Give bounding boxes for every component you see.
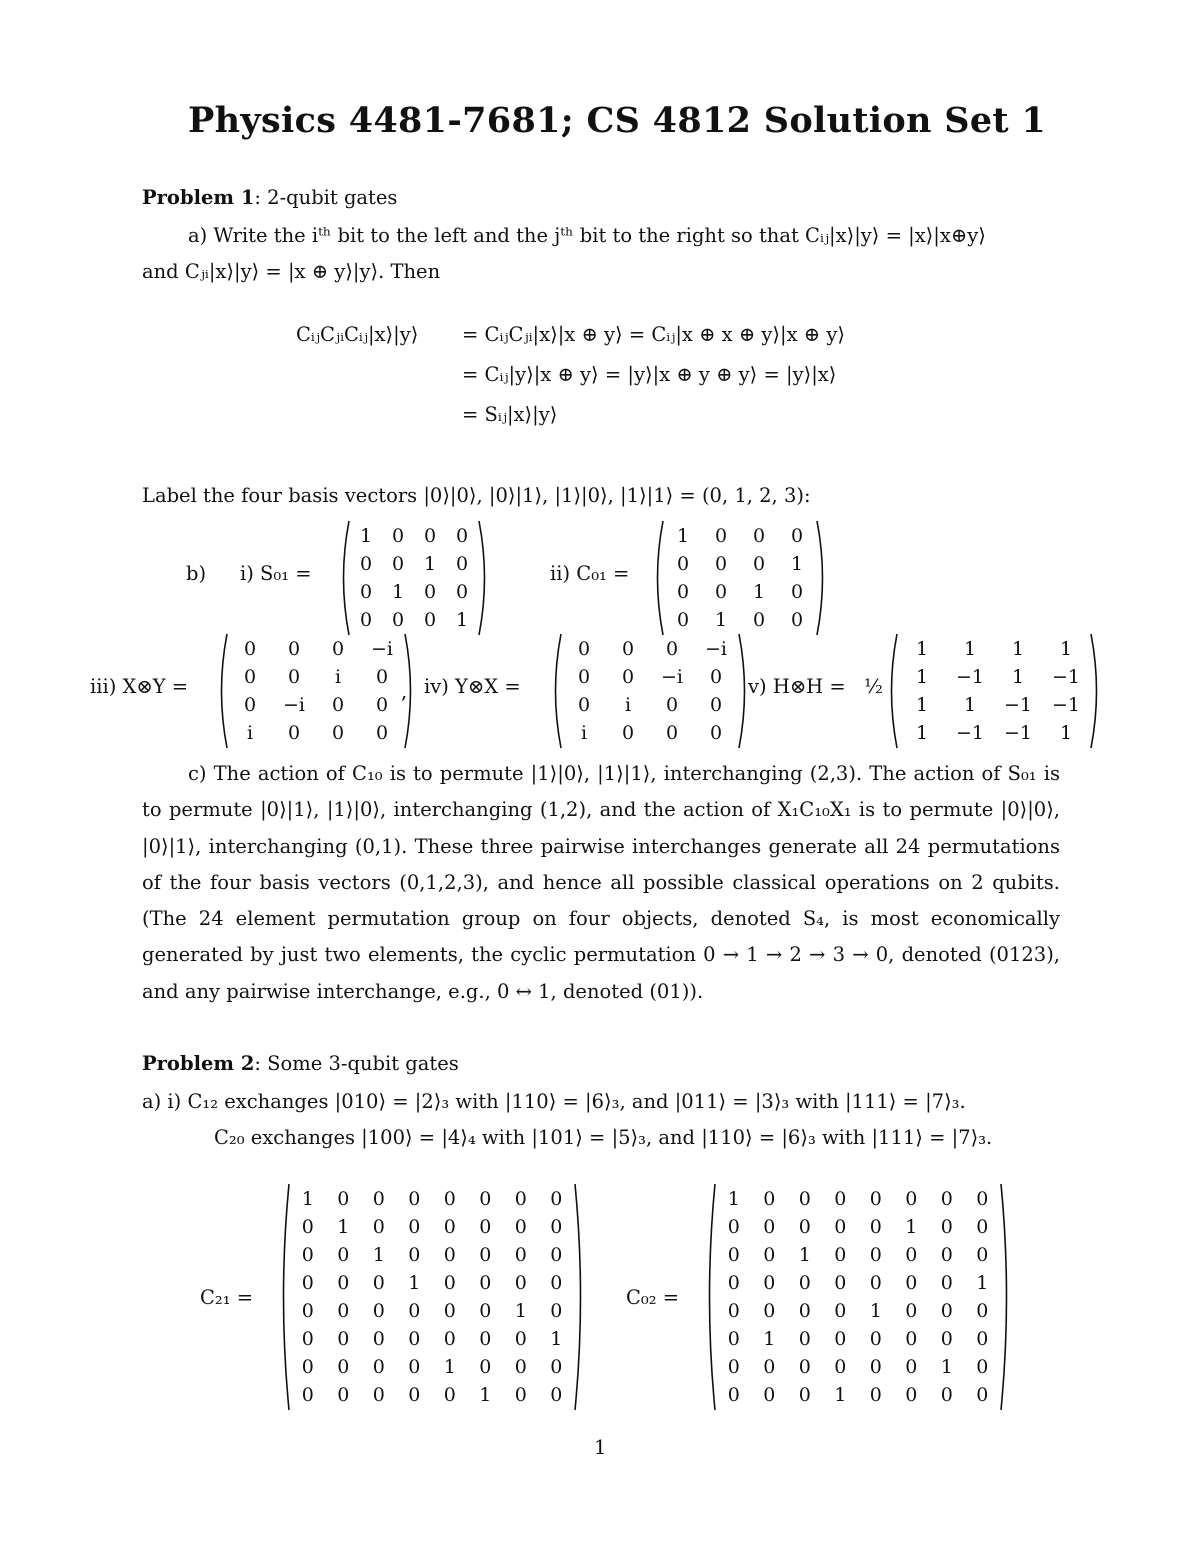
matrix-cell: 0 [479,1272,492,1294]
matrix-cell: 0 [514,1356,527,1378]
matrix-cell: 0 [790,525,804,547]
matrix-cell: 0 [423,525,437,547]
matrix-cell: 0 [869,1188,882,1210]
matrix-cell: 1 [869,1300,882,1322]
matrix-cell: 0 [375,666,389,688]
matrix-cell: 0 [905,1384,918,1406]
parenthesis [658,521,664,635]
problem-1-heading: Problem 1 [142,186,255,209]
matrix-cell: 0 [727,1356,740,1378]
matrix-cell: 0 [301,1300,314,1322]
matrix-cell: 1 [479,1384,492,1406]
matrix-cell: 0 [337,1188,350,1210]
matrix-cell: 0 [331,638,345,660]
matrix-cell: 0 [621,722,635,744]
matrix-cell: 1 [1011,638,1025,660]
matrix-cell: 0 [709,666,723,688]
matrix-cell: 0 [550,1300,563,1322]
matrix-cell: 0 [443,1244,456,1266]
matrix-cell: 1 [301,1188,314,1210]
matrix-cell: 0 [455,553,469,575]
matrix-cell: 0 [443,1216,456,1238]
matrix-cell: 0 [905,1244,918,1266]
matrix-cell: 0 [372,1272,385,1294]
matrix-cell: 0 [443,1384,456,1406]
matrix-cell: 0 [940,1188,953,1210]
matrix-cell: 0 [514,1272,527,1294]
yx-matrix [548,632,752,750]
problem-1-header [142,186,397,209]
xy-matrix [214,632,418,750]
matrix-cell: 0 [375,722,389,744]
equation-line-2: = Cᵢⱼ|y⟩|x ⊕ y⟩ = |y⟩|x ⊕ y ⊕ y⟩ = |y⟩|x⟩ [462,363,837,386]
matrix-cell: 1 [915,722,929,744]
matrix-cell: 1 [752,581,766,603]
parenthesis [556,634,562,748]
matrix-cell: 1 [940,1356,953,1378]
matrix-parentheses [214,632,418,750]
problem-1c-paragraph [142,756,1060,1010]
matrix-cell: 0 [798,1300,811,1322]
matrix-cell: 0 [869,1384,882,1406]
matrix-cell: 0 [798,1384,811,1406]
problem-2a-line1: a) i) C₁₂ exchanges |010⟩ = |2⟩₃ with |110⟩ = |6⟩₃, and |011⟩ = |3⟩₃ with |111⟩ = |7⟩₃. [142,1090,966,1113]
matrix-cell: 0 [798,1188,811,1210]
matrix-cell: 0 [408,1384,421,1406]
matrix-cell: i [246,722,254,744]
matrix-cell: 0 [550,1384,563,1406]
parenthesis [892,634,898,748]
matrix-cell: 0 [514,1384,527,1406]
matrix-cell: 0 [714,525,728,547]
matrix-cell: 0 [976,1216,989,1238]
matrix-cell: 0 [359,609,373,631]
matrix-cell: 1 [423,553,437,575]
matrix-cell: 0 [443,1272,456,1294]
matrix-cell: 1 [834,1384,847,1406]
matrix-cell: 0 [621,638,635,660]
matrix-cell: 0 [514,1216,527,1238]
matrix-cell: 1 [1059,638,1073,660]
matrix-cell: 0 [337,1300,350,1322]
matrix-cell: 0 [976,1328,989,1350]
matrix-cell: 0 [550,1244,563,1266]
matrix-cell: 0 [834,1272,847,1294]
parenthesis [1091,634,1097,748]
matrix-cell: 0 [455,525,469,547]
matrix-cell: 0 [905,1356,918,1378]
matrix-cell: 1 [727,1188,740,1210]
matrix-cell: 0 [665,722,679,744]
matrix-parentheses [884,632,1104,750]
matrix-parentheses [276,1182,588,1412]
matrix-cell: 0 [940,1384,953,1406]
matrix-cell: 0 [301,1328,314,1350]
matrix-cell: 0 [408,1244,421,1266]
matrix-cell: 0 [550,1216,563,1238]
matrix-cell: 0 [976,1356,989,1378]
matrix-cell: 0 [514,1244,527,1266]
matrix-cell: 0 [301,1356,314,1378]
matrix-cell: 0 [727,1216,740,1238]
parenthesis [817,521,823,635]
matrix-cell: 0 [763,1188,776,1210]
matrix-cell: −i [283,694,305,716]
parenthesis [1001,1184,1007,1410]
matrix-cell: 0 [763,1300,776,1322]
hh-matrix [884,632,1104,750]
matrix-cell: 0 [243,694,257,716]
matrix-parentheses [702,1182,1014,1412]
matrix-cell: 0 [665,638,679,660]
matrix-cell: −1 [1051,694,1080,716]
matrix-cell: 0 [676,609,690,631]
matrix-cell: 0 [976,1300,989,1322]
matrix-cell: 0 [550,1356,563,1378]
matrix-cell: 0 [577,694,591,716]
matrix-cell: 0 [727,1384,740,1406]
matrix-cell: 0 [940,1300,953,1322]
matrix-cell: 0 [752,609,766,631]
matrix-cell: 0 [331,722,345,744]
matrix-cell: 0 [752,525,766,547]
matrix-cell: 0 [423,581,437,603]
matrix-cell: 0 [479,1328,492,1350]
problem-1c-text: c) The action of C₁₀ is to permute |1⟩|0⟩, |1⟩|1⟩, interchanging (2,3). The action of S₀₁ is to permute |0⟩|1⟩, |1⟩|0⟩, interchanging (1,2), and the action of X₁C₁₀X₁ is to permute |0⟩|0⟩, |0⟩|1⟩, interchanging (0,1). These three pairwise interchanges generate all 24 permutations of the four basis vectors (0,1,2,3), and hence all possible classical operations on 2 qubits. (The 24 element permutation group on four objects, denoted S₄, is most economically generated by just two elements, the cyclic permutation 0 → 1 → 2 → 3 → 0, denoted (0123), and any pairwise interchange, e.g., 0 ↔ 1, denoted (01)). [142,762,1060,1003]
matrix-cell: −i [371,638,393,660]
matrix-cell: 0 [359,553,373,575]
matrix-cell: 1 [963,638,977,660]
matrix-cell: 0 [869,1356,882,1378]
parenthesis [284,1184,290,1410]
matrix-cell: 1 [337,1216,350,1238]
matrix-cell: 0 [727,1328,740,1350]
matrix-cell: 1 [790,553,804,575]
matrix-cell: 0 [391,609,405,631]
c01-label: ii) C₀₁ = [550,562,630,585]
matrix-cell: 0 [550,1188,563,1210]
matrix-cell: 1 [915,638,929,660]
matrix-cell: 0 [408,1188,421,1210]
matrix-cell: 0 [727,1272,740,1294]
matrix-cell: 0 [514,1328,527,1350]
matrix-cell: 0 [798,1216,811,1238]
matrix-cell: −1 [1003,694,1032,716]
matrix-cell: 0 [337,1356,350,1378]
matrix-cell: 0 [709,722,723,744]
matrix-cell: 0 [905,1300,918,1322]
matrix-cell: 0 [337,1328,350,1350]
matrix-cell: 0 [976,1244,989,1266]
matrix-cell: 0 [976,1188,989,1210]
matrix-cell: −1 [955,722,984,744]
matrix-cell: 0 [408,1300,421,1322]
matrix-cell: 1 [676,525,690,547]
matrix-cell: 0 [727,1300,740,1322]
page-title: Physics 4481-7681; CS 4812 Solution Set 1 [188,100,1047,141]
matrix-cell: 0 [976,1384,989,1406]
matrix-cell: 0 [676,581,690,603]
hh-label: v) H⊗H = [748,675,846,698]
problem-1a-line2: and Cⱼᵢ|x⟩|y⟩ = |x ⊕ y⟩|y⟩. Then [142,260,441,283]
problem-2-heading: Problem 2 [142,1052,255,1075]
parenthesis [575,1184,581,1410]
matrix-cell: 0 [790,581,804,603]
matrix-cell: 0 [940,1328,953,1350]
matrix-cell: 0 [834,1244,847,1266]
matrix-cell: 0 [869,1272,882,1294]
matrix-cell: 0 [408,1328,421,1350]
matrix-cell: 0 [479,1300,492,1322]
matrix-cell: 0 [479,1188,492,1210]
matrix-cell: 0 [550,1272,563,1294]
matrix-cell: 0 [287,638,301,660]
matrix-cell: 0 [287,666,301,688]
matrix-cell: 0 [337,1272,350,1294]
matrix-cell: 0 [905,1188,918,1210]
matrix-cell: 1 [976,1272,989,1294]
matrix-cell: 0 [709,694,723,716]
matrix-cell: −1 [955,666,984,688]
parenthesis [222,634,228,748]
equation-line-1-right: = CᵢⱼCⱼᵢ|x⟩|x ⊕ y⟩ = Cᵢⱼ|x ⊕ x ⊕ y⟩|x ⊕ y⟩ [462,323,845,346]
matrix-cell: 0 [869,1244,882,1266]
c02-matrix [702,1182,1014,1412]
matrix-cell: 0 [763,1356,776,1378]
matrix-cell: 0 [243,666,257,688]
parenthesis [344,521,350,635]
matrix-cell: 0 [443,1300,456,1322]
matrix-cell: 1 [763,1328,776,1350]
matrix-cell: 0 [331,694,345,716]
matrix-cell: 0 [301,1244,314,1266]
matrix-cell: 1 [798,1244,811,1266]
matrix-cell: 1 [455,609,469,631]
matrix-cell: 0 [621,666,635,688]
matrix-cell: 0 [301,1216,314,1238]
matrix-parentheses [548,632,752,750]
matrix-cell: −1 [1051,666,1080,688]
matrix-cell: 0 [301,1384,314,1406]
yx-label: iv) Y⊗X = [424,675,521,698]
matrix-cell: 0 [372,1216,385,1238]
matrix-cell: 0 [372,1356,385,1378]
matrix-cell: 1 [550,1328,563,1350]
matrix-cell: 0 [798,1356,811,1378]
matrix-cell: 0 [479,1216,492,1238]
matrix-cell: −i [661,666,683,688]
matrix-cell: 0 [763,1244,776,1266]
matrix-cell: 0 [375,694,389,716]
matrix-cell: 0 [905,1272,918,1294]
matrix-cell: 0 [905,1328,918,1350]
matrix-cell: 0 [372,1188,385,1210]
matrix-cell: 0 [359,581,373,603]
matrix-cell: 0 [714,581,728,603]
matrix-cell: 0 [940,1216,953,1238]
part-b-label: b) [186,562,207,585]
basis-label: Label the four basis vectors |0⟩|0⟩, |0⟩|1⟩, |1⟩|0⟩, |1⟩|1⟩ = (0, 1, 2, 3): [142,484,811,507]
c21-matrix [276,1182,588,1412]
matrix-cell: 0 [577,666,591,688]
matrix-cell: 1 [443,1356,456,1378]
matrix-cell: 0 [752,553,766,575]
matrix-cell: 1 [514,1300,527,1322]
s01-label: i) S₀₁ = [240,562,312,585]
problem-2a-line2: C₂₀ exchanges |100⟩ = |4⟩₄ with |101⟩ = |5⟩₃, and |110⟩ = |6⟩₃ with |111⟩ = |7⟩₃. [214,1126,993,1149]
s01-matrix [336,519,492,637]
matrix-cell: 0 [372,1300,385,1322]
matrix-cell: 0 [834,1356,847,1378]
problem-1a-line1: a) Write the iᵗʰ bit to the left and the jᵗʰ bit to the right so that Cᵢⱼ|x⟩|y⟩ = |x⟩|x⊕y⟩ [188,224,986,247]
one-half-fraction: ½ [864,675,883,698]
matrix-cell: 0 [391,553,405,575]
matrix-cell: i [334,666,342,688]
matrix-cell: −i [705,638,727,660]
c02-label: C₀₂ = [626,1286,680,1309]
matrix-cell: 0 [423,609,437,631]
problem-2-subtitle: : Some 3-qubit gates [254,1052,459,1075]
page-number: 1 [594,1436,607,1459]
matrix-cell: 0 [676,553,690,575]
matrix-cell: 1 [359,525,373,547]
matrix-cell: 0 [455,581,469,603]
matrix-cell: 1 [915,666,929,688]
matrix-cell: 0 [940,1272,953,1294]
matrix-cell: 0 [763,1384,776,1406]
matrix-cell: 0 [287,722,301,744]
matrix-cell: 0 [443,1188,456,1210]
matrix-cell: 0 [243,638,257,660]
matrix-cell: 1 [963,694,977,716]
matrix-cell: 0 [301,1272,314,1294]
matrix-parentheses [336,519,492,637]
matrix-cell: 1 [408,1272,421,1294]
matrix-cell: 0 [665,694,679,716]
problem-1-subtitle: : 2-qubit gates [254,186,398,209]
parenthesis [739,634,745,748]
matrix-cell: 0 [940,1244,953,1266]
matrix-cell: 1 [714,609,728,631]
xy-comma: , [401,680,408,703]
matrix-cell: 0 [763,1272,776,1294]
matrix-cell: 0 [834,1216,847,1238]
matrix-cell: 0 [408,1216,421,1238]
matrix-cell: 0 [763,1216,776,1238]
c01-matrix [650,519,830,637]
matrix-cell: 0 [869,1328,882,1350]
matrix-cell: 0 [372,1328,385,1350]
matrix-cell: 1 [391,581,405,603]
matrix-cell: 0 [577,638,591,660]
matrix-cell: 0 [834,1188,847,1210]
parenthesis [479,521,485,635]
matrix-cell: i [624,694,632,716]
matrix-parentheses [650,519,830,637]
matrix-cell: 1 [905,1216,918,1238]
matrix-cell: i [580,722,588,744]
parenthesis [710,1184,716,1410]
matrix-cell: 0 [514,1188,527,1210]
matrix-cell: 1 [915,694,929,716]
problem-2-header [142,1052,459,1075]
matrix-cell: 0 [408,1356,421,1378]
matrix-cell: 1 [1059,722,1073,744]
matrix-cell: 0 [443,1328,456,1350]
equation-line-3: = Sᵢⱼ|x⟩|y⟩ [462,403,558,426]
matrix-cell: 0 [337,1384,350,1406]
matrix-cell: −1 [1003,722,1032,744]
matrix-cell: 0 [479,1244,492,1266]
matrix-cell: 0 [869,1216,882,1238]
matrix-cell: 0 [372,1384,385,1406]
matrix-cell: 0 [798,1328,811,1350]
matrix-cell: 0 [479,1356,492,1378]
xy-label: iii) X⊗Y = [90,675,189,698]
matrix-cell: 0 [727,1244,740,1266]
matrix-cell: 1 [372,1244,385,1266]
c21-label: C₂₁ = [200,1286,254,1309]
matrix-cell: 0 [714,553,728,575]
equation-line-1-left: CᵢⱼCⱼᵢCᵢⱼ|x⟩|y⟩ [296,323,419,346]
matrix-cell: 0 [337,1244,350,1266]
matrix-cell: 0 [391,525,405,547]
matrix-cell: 1 [1011,666,1025,688]
matrix-cell: 0 [798,1272,811,1294]
matrix-cell: 0 [834,1300,847,1322]
matrix-cell: 0 [790,609,804,631]
matrix-cell: 0 [834,1328,847,1350]
